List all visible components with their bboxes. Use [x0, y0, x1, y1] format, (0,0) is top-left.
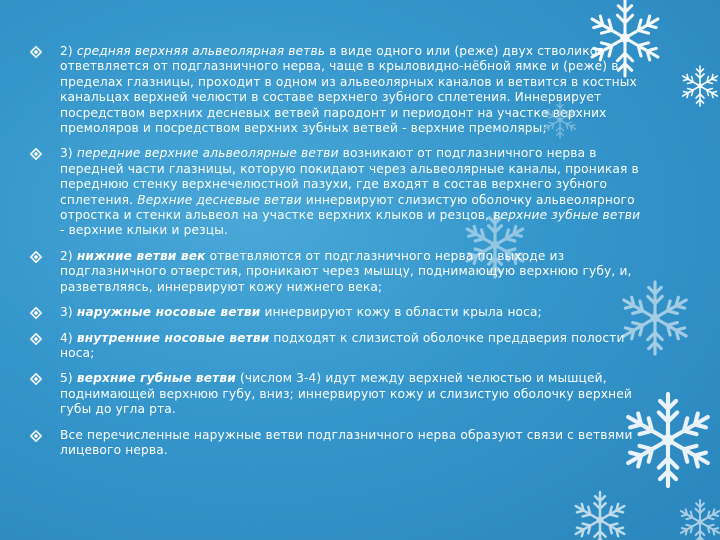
list-item — [30, 146, 645, 238]
list-item-text — [60, 305, 542, 319]
list-item — [30, 331, 645, 362]
text-segment: иннервируют слизистую оболочку альвеолярного отростка и стенки альвеол на участке верхних клыков и резцов, — [60, 192, 635, 223]
list-item-text — [60, 146, 640, 237]
text-segment: Все перечисленные наружные ветви подглазничного нерва образуют связи с ветвями лицевого нерва. — [60, 427, 633, 457]
snowflake-icon — [681, 66, 720, 106]
list-item — [30, 371, 645, 417]
diamond-bullet-icon — [30, 333, 42, 345]
text-segment: в виде одного или (реже) двух стволиков ответвляется от подглазничного нерва, чаще в крыловидно-нёбной ямке и (реже) в пределах глазницы, проходит в одном из альвеолярных каналов и ветвится в костных канальцах верхней челюсти в составе верхнего зубного сплетения. Иннервирует посредством верхних десневых ветвей пародонт и периодонт на участке верхних премоляров и посредством верхних зубных ветвей - верхние премоляры; — [60, 44, 637, 136]
emphasized-term: передние верхние альвеолярные ветви — [76, 146, 339, 161]
diamond-bullet-icon — [30, 307, 42, 319]
text-segment: (числом 3-4) идут между верхней челюстью и мышцей, поднимающей верхнюю губу, вниз; иннервируют кожу и слизистую оболочку верхней губы до угла рта. — [60, 371, 632, 417]
list-item-text — [60, 44, 637, 135]
list-item-text — [60, 249, 632, 294]
emphasized-term: средняя верхняя альвеолярная ветвь — [76, 44, 326, 58]
emphasized-term: наружные носовые ветви — [76, 305, 261, 320]
text-segment: подходят к слизистой оболочке преддверия полости носа; — [60, 330, 625, 360]
text-segment: 4) — [60, 330, 77, 345]
emphasized-term: нижние ветви век — [76, 248, 206, 263]
bullet-list — [30, 44, 645, 468]
list-item-text — [60, 428, 633, 457]
text-segment: - верхние клыки и резцы. — [60, 223, 228, 238]
text-segment: 2) — [60, 44, 77, 58]
list-item-text — [60, 371, 632, 416]
diamond-bullet-icon — [30, 373, 42, 385]
list-item — [30, 428, 645, 459]
diamond-bullet-icon — [30, 251, 42, 263]
text-segment: возникают от подглазничного нерва в передней части глазницы, которую покидают через альвеолярные каналы, проникая в переднюю стенку верхнечелюстной пазухи, где входят в состав верхнего зубного сплетения. — [60, 146, 639, 207]
snowflake-icon — [573, 492, 627, 540]
emphasized-term: верхние губные ветви — [76, 371, 236, 386]
list-item — [30, 44, 645, 136]
text-segment: 2) — [60, 248, 77, 263]
list-item — [30, 305, 645, 320]
emphasized-term: верхние зубные ветви — [493, 208, 641, 223]
text-segment: 3) — [60, 305, 77, 320]
diamond-bullet-icon — [30, 148, 42, 160]
text-segment: иннервируют кожу в области крыла носа; — [260, 305, 542, 320]
text-segment: ответвляются от подглазничного нерва по выходе из подглазничного отверстия, проникают через мышцу, поднимающую верхнюю губу, и, разветвляясь, иннервируют кожу нижнего века; — [60, 248, 632, 294]
text-segment: 3) — [60, 146, 77, 161]
snowflake-icon — [679, 500, 720, 540]
list-item-text — [60, 331, 625, 360]
diamond-bullet-icon — [30, 46, 42, 58]
list-item — [30, 249, 645, 295]
emphasized-term: внутренние носовые ветви — [76, 330, 270, 345]
text-segment: 5) — [60, 371, 77, 386]
emphasized-term: Верхние десневые ветви — [137, 192, 302, 207]
diamond-bullet-icon — [30, 430, 42, 442]
